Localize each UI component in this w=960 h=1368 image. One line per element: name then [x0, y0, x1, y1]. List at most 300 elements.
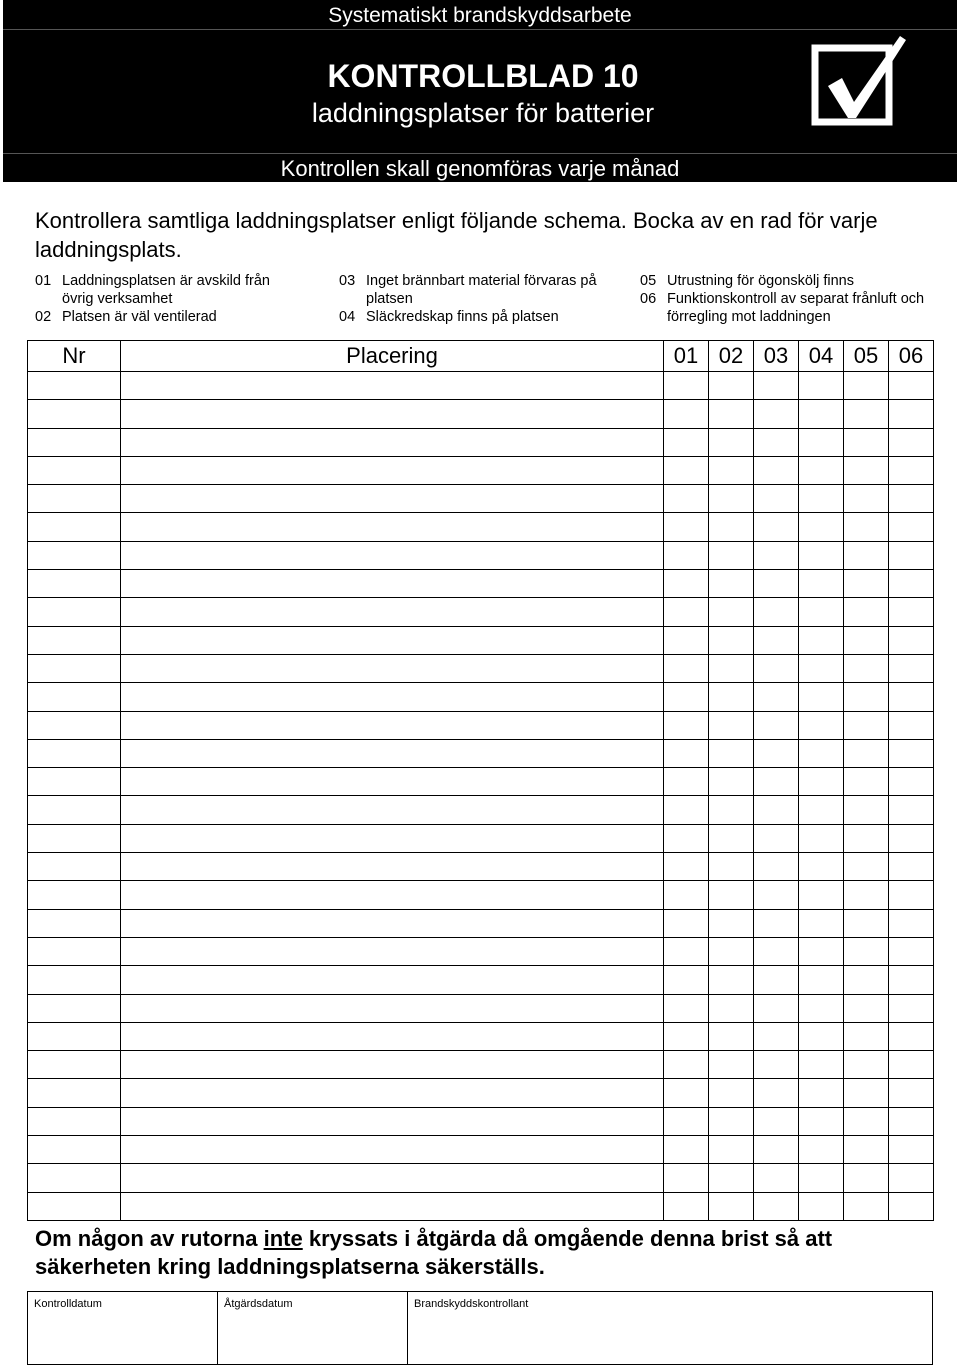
- check-cell-03[interactable]: [754, 485, 799, 513]
- check-cell-05[interactable]: [844, 541, 889, 569]
- check-cell-04[interactable]: [799, 1164, 844, 1192]
- nr-cell[interactable]: [28, 428, 121, 456]
- check-cell-05[interactable]: [844, 1192, 889, 1220]
- check-cell-04[interactable]: [799, 400, 844, 428]
- table-row: [28, 994, 934, 1022]
- check-cell-05[interactable]: [844, 1164, 889, 1192]
- check-cell-04[interactable]: [799, 796, 844, 824]
- table-row: [28, 654, 934, 682]
- placering-cell[interactable]: [121, 966, 664, 994]
- check-cell-01[interactable]: [664, 541, 709, 569]
- column-header-05: 05: [844, 341, 889, 372]
- header-divider: [3, 29, 957, 30]
- check-cell-04[interactable]: [799, 1192, 844, 1220]
- check-cell-01[interactable]: [664, 909, 709, 937]
- check-cell-06[interactable]: [889, 428, 934, 456]
- check-cell-04[interactable]: [799, 654, 844, 682]
- nr-cell[interactable]: [28, 739, 121, 767]
- check-cell-03[interactable]: [754, 1192, 799, 1220]
- nr-cell[interactable]: [28, 768, 121, 796]
- check-cell-04[interactable]: [799, 881, 844, 909]
- check-cell-02[interactable]: [709, 1051, 754, 1079]
- check-cell-02[interactable]: [709, 570, 754, 598]
- check-cell-04[interactable]: [799, 626, 844, 654]
- check-cell-04[interactable]: [799, 683, 844, 711]
- check-cell-06[interactable]: [889, 570, 934, 598]
- nr-cell[interactable]: [28, 1107, 121, 1135]
- placering-cell[interactable]: [121, 1107, 664, 1135]
- check-cell-05[interactable]: [844, 739, 889, 767]
- check-cell-04[interactable]: [799, 824, 844, 852]
- underlined-word: inte: [263, 1226, 303, 1251]
- check-cell-02[interactable]: [709, 598, 754, 626]
- check-cell-03[interactable]: [754, 768, 799, 796]
- check-cell-06[interactable]: [889, 1136, 934, 1164]
- criterion-item: 05 Utrustning för ögonskölj finns: [640, 273, 854, 289]
- check-cell-03[interactable]: [754, 1079, 799, 1107]
- nr-cell[interactable]: [28, 541, 121, 569]
- check-cell-01[interactable]: [664, 513, 709, 541]
- check-cell-03[interactable]: [754, 626, 799, 654]
- check-cell-06[interactable]: [889, 626, 934, 654]
- check-cell-03[interactable]: [754, 541, 799, 569]
- check-cell-06[interactable]: [889, 683, 934, 711]
- check-cell-03[interactable]: [754, 654, 799, 682]
- check-cell-03[interactable]: [754, 796, 799, 824]
- table-row: [28, 513, 934, 541]
- check-cell-03[interactable]: [754, 711, 799, 739]
- check-cell-02[interactable]: [709, 654, 754, 682]
- field-label: Åtgärdsdatum: [224, 1298, 293, 1310]
- table-row: [28, 400, 934, 428]
- nr-cell[interactable]: [28, 400, 121, 428]
- table-row: [28, 541, 934, 569]
- check-cell-01[interactable]: [664, 654, 709, 682]
- check-cell-02[interactable]: [709, 485, 754, 513]
- check-cell-05[interactable]: [844, 626, 889, 654]
- table-row: [28, 485, 934, 513]
- check-cell-01[interactable]: [664, 796, 709, 824]
- check-cell-04[interactable]: [799, 598, 844, 626]
- check-cell-05[interactable]: [844, 909, 889, 937]
- check-cell-02[interactable]: [709, 626, 754, 654]
- table-row: [28, 824, 934, 852]
- placering-cell[interactable]: [121, 570, 664, 598]
- column-header-03: 03: [754, 341, 799, 372]
- check-cell-03[interactable]: [754, 937, 799, 965]
- placering-cell[interactable]: [121, 456, 664, 484]
- check-cell-05[interactable]: [844, 853, 889, 881]
- check-cell-01[interactable]: [664, 485, 709, 513]
- check-cell-06[interactable]: [889, 1022, 934, 1050]
- check-cell-01[interactable]: [664, 881, 709, 909]
- check-cell-02[interactable]: [709, 994, 754, 1022]
- check-cell-02[interactable]: [709, 372, 754, 400]
- check-cell-06[interactable]: [889, 1164, 934, 1192]
- criterion-item: 03 Inget brännbart material förvaras på platsen: [339, 273, 597, 307]
- placering-cell[interactable]: [121, 994, 664, 1022]
- criteria-column-1: [35, 272, 305, 326]
- check-cell-03[interactable]: [754, 513, 799, 541]
- table-row: [28, 1022, 934, 1050]
- placering-cell[interactable]: [121, 768, 664, 796]
- check-cell-06[interactable]: [889, 1107, 934, 1135]
- table-row: [28, 1079, 934, 1107]
- check-cell-04[interactable]: [799, 768, 844, 796]
- table-row: [28, 881, 934, 909]
- check-cell-05[interactable]: [844, 881, 889, 909]
- criterion-item: 06 Funktionskontroll av separat frånluft och förregling mot laddningen: [640, 291, 925, 325]
- check-cell-03[interactable]: [754, 683, 799, 711]
- check-cell-02[interactable]: [709, 683, 754, 711]
- criterion-item: 01 Laddningsplatsen är avskild från övrig verksamhet: [35, 273, 270, 307]
- check-cell-04[interactable]: [799, 966, 844, 994]
- check-cell-03[interactable]: [754, 994, 799, 1022]
- table-row: [28, 598, 934, 626]
- placering-cell[interactable]: [121, 428, 664, 456]
- nr-cell[interactable]: [28, 485, 121, 513]
- check-cell-06[interactable]: [889, 1192, 934, 1220]
- check-cell-01[interactable]: [664, 711, 709, 739]
- check-cell-04[interactable]: [799, 485, 844, 513]
- check-cell-03[interactable]: [754, 598, 799, 626]
- check-cell-02[interactable]: [709, 1136, 754, 1164]
- brandskyddskontrollant-field[interactable]: [408, 1292, 933, 1365]
- table-row: [28, 1051, 934, 1079]
- check-cell-06[interactable]: [889, 768, 934, 796]
- nr-cell[interactable]: [28, 598, 121, 626]
- frequency-note: Kontrollen skall genomföras varje månad: [280, 156, 680, 181]
- check-cell-04[interactable]: [799, 853, 844, 881]
- check-cell-06[interactable]: [889, 881, 934, 909]
- placering-cell[interactable]: [121, 824, 664, 852]
- placering-cell[interactable]: [121, 796, 664, 824]
- atgardsdatum-field[interactable]: [218, 1292, 408, 1365]
- check-cell-01[interactable]: [664, 994, 709, 1022]
- placering-cell[interactable]: [121, 937, 664, 965]
- nr-cell[interactable]: [28, 909, 121, 937]
- check-cell-06[interactable]: [889, 739, 934, 767]
- check-cell-02[interactable]: [709, 881, 754, 909]
- nr-cell[interactable]: [28, 1079, 121, 1107]
- check-cell-05[interactable]: [844, 994, 889, 1022]
- placering-cell[interactable]: [121, 513, 664, 541]
- placering-cell[interactable]: [121, 400, 664, 428]
- check-cell-05[interactable]: [844, 598, 889, 626]
- check-cell-06[interactable]: [889, 541, 934, 569]
- check-cell-01[interactable]: [664, 428, 709, 456]
- table-row: [28, 937, 934, 965]
- nr-cell[interactable]: [28, 683, 121, 711]
- nr-cell[interactable]: [28, 824, 121, 852]
- column-header-06: 06: [889, 341, 934, 372]
- check-cell-04[interactable]: [799, 428, 844, 456]
- nr-cell[interactable]: [28, 513, 121, 541]
- check-cell-03[interactable]: [754, 824, 799, 852]
- check-cell-05[interactable]: [844, 1051, 889, 1079]
- check-cell-03[interactable]: [754, 909, 799, 937]
- check-cell-06[interactable]: [889, 598, 934, 626]
- check-cell-01[interactable]: [664, 1051, 709, 1079]
- nr-cell[interactable]: [28, 1136, 121, 1164]
- nr-cell[interactable]: [28, 881, 121, 909]
- field-label: Kontrolldatum: [34, 1298, 102, 1310]
- check-cell-04[interactable]: [799, 711, 844, 739]
- column-header-01: 01: [664, 341, 709, 372]
- check-cell-02[interactable]: [709, 853, 754, 881]
- check-cell-03[interactable]: [754, 456, 799, 484]
- page-title: KONTROLLBLAD 10: [327, 58, 639, 94]
- check-cell-02[interactable]: [709, 937, 754, 965]
- table-row: [28, 1192, 934, 1220]
- check-cell-04[interactable]: [799, 372, 844, 400]
- nr-cell[interactable]: [28, 1192, 121, 1220]
- header-banner: [3, 0, 957, 182]
- check-cell-02[interactable]: [709, 739, 754, 767]
- check-cell-02[interactable]: [709, 1164, 754, 1192]
- column-header-nr: Nr: [28, 341, 121, 372]
- placering-cell[interactable]: [121, 485, 664, 513]
- nr-cell[interactable]: [28, 1051, 121, 1079]
- nr-cell[interactable]: [28, 937, 121, 965]
- check-cell-06[interactable]: [889, 994, 934, 1022]
- check-cell-01[interactable]: [664, 683, 709, 711]
- check-cell-06[interactable]: [889, 711, 934, 739]
- check-cell-01[interactable]: [664, 768, 709, 796]
- check-cell-02[interactable]: [709, 1079, 754, 1107]
- check-cell-01[interactable]: [664, 1164, 709, 1192]
- table-row: [28, 428, 934, 456]
- check-cell-04[interactable]: [799, 541, 844, 569]
- check-cell-04[interactable]: [799, 937, 844, 965]
- check-cell-05[interactable]: [844, 937, 889, 965]
- nr-cell[interactable]: [28, 654, 121, 682]
- table-row: [28, 1107, 934, 1135]
- placering-cell[interactable]: [121, 654, 664, 682]
- check-cell-06[interactable]: [889, 1079, 934, 1107]
- check-cell-05[interactable]: [844, 966, 889, 994]
- check-cell-01[interactable]: [664, 739, 709, 767]
- check-cell-02[interactable]: [709, 513, 754, 541]
- table-row: [28, 570, 934, 598]
- check-cell-01[interactable]: [664, 598, 709, 626]
- nr-cell[interactable]: [28, 372, 121, 400]
- check-cell-05[interactable]: [844, 1136, 889, 1164]
- table-row: [28, 1164, 934, 1192]
- placering-cell[interactable]: [121, 909, 664, 937]
- check-cell-02[interactable]: [709, 428, 754, 456]
- check-cell-05[interactable]: [844, 1107, 889, 1135]
- check-cell-06[interactable]: [889, 937, 934, 965]
- placering-cell[interactable]: [121, 1079, 664, 1107]
- check-cell-03[interactable]: [754, 739, 799, 767]
- check-cell-06[interactable]: [889, 513, 934, 541]
- check-cell-04[interactable]: [799, 513, 844, 541]
- check-cell-04[interactable]: [799, 570, 844, 598]
- check-cell-01[interactable]: [664, 1192, 709, 1220]
- check-cell-01[interactable]: [664, 400, 709, 428]
- table-row: [28, 1136, 934, 1164]
- placering-cell[interactable]: [121, 711, 664, 739]
- check-cell-01[interactable]: [664, 1022, 709, 1050]
- check-cell-06[interactable]: [889, 1051, 934, 1079]
- check-cell-03[interactable]: [754, 372, 799, 400]
- check-cell-02[interactable]: [709, 768, 754, 796]
- check-cell-02[interactable]: [709, 1192, 754, 1220]
- check-cell-05[interactable]: [844, 456, 889, 484]
- nr-cell[interactable]: [28, 1022, 121, 1050]
- check-cell-04[interactable]: [799, 1107, 844, 1135]
- check-cell-06[interactable]: [889, 456, 934, 484]
- check-cell-03[interactable]: [754, 570, 799, 598]
- check-cell-05[interactable]: [844, 1022, 889, 1050]
- criteria-column-2: [339, 272, 624, 326]
- table-row: [28, 626, 934, 654]
- table-row: [28, 909, 934, 937]
- nr-cell[interactable]: [28, 711, 121, 739]
- placering-cell[interactable]: [121, 541, 664, 569]
- warning-text: Om någon av rutorna inte kryssats i åtgärda då omgående denna brist så att säkerheten kring laddningsplatserna säkerställs.: [35, 1226, 833, 1279]
- header-divider: [3, 153, 957, 154]
- check-cell-01[interactable]: [664, 824, 709, 852]
- instructions: Kontrollera samtliga laddningsplatser enligt följande schema. Bocka av en rad för varje laddningsplats.: [35, 208, 878, 262]
- placering-cell[interactable]: [121, 626, 664, 654]
- check-cell-06[interactable]: [889, 400, 934, 428]
- check-cell-06[interactable]: [889, 796, 934, 824]
- check-cell-06[interactable]: [889, 824, 934, 852]
- check-cell-02[interactable]: [709, 456, 754, 484]
- nr-cell[interactable]: [28, 796, 121, 824]
- table-row: [28, 711, 934, 739]
- check-cell-03[interactable]: [754, 428, 799, 456]
- check-cell-01[interactable]: [664, 626, 709, 654]
- criteria-column-3: [640, 272, 930, 326]
- check-cell-04[interactable]: [799, 1051, 844, 1079]
- check-cell-05[interactable]: [844, 824, 889, 852]
- check-cell-01[interactable]: [664, 853, 709, 881]
- placering-cell[interactable]: [121, 853, 664, 881]
- placering-cell[interactable]: [121, 739, 664, 767]
- check-cell-06[interactable]: [889, 485, 934, 513]
- placering-cell[interactable]: [121, 1022, 664, 1050]
- check-cell-02[interactable]: [709, 1107, 754, 1135]
- check-cell-04[interactable]: [799, 994, 844, 1022]
- check-cell-04[interactable]: [799, 909, 844, 937]
- check-cell-03[interactable]: [754, 1051, 799, 1079]
- check-cell-04[interactable]: [799, 1136, 844, 1164]
- check-cell-05[interactable]: [844, 1079, 889, 1107]
- nr-cell[interactable]: [28, 570, 121, 598]
- check-cell-01[interactable]: [664, 1107, 709, 1135]
- kontrolldatum-field[interactable]: [28, 1292, 218, 1365]
- nr-cell[interactable]: [28, 994, 121, 1022]
- table-header-row: [28, 341, 934, 372]
- check-cell-04[interactable]: [799, 1079, 844, 1107]
- check-cell-05[interactable]: [844, 654, 889, 682]
- column-header-04: 04: [799, 341, 844, 372]
- check-cell-02[interactable]: [709, 541, 754, 569]
- nr-cell[interactable]: [28, 1164, 121, 1192]
- column-header-02: 02: [709, 341, 754, 372]
- signature-table: [27, 1291, 933, 1365]
- check-cell-05[interactable]: [844, 768, 889, 796]
- check-cell-03[interactable]: [754, 881, 799, 909]
- nr-cell[interactable]: [28, 853, 121, 881]
- check-cell-05[interactable]: [844, 796, 889, 824]
- table-row: [28, 456, 934, 484]
- check-cell-06[interactable]: [889, 966, 934, 994]
- check-cell-03[interactable]: [754, 1164, 799, 1192]
- check-cell-02[interactable]: [709, 711, 754, 739]
- check-cell-05[interactable]: [844, 683, 889, 711]
- check-cell-06[interactable]: [889, 853, 934, 881]
- check-cell-02[interactable]: [709, 796, 754, 824]
- check-cell-05[interactable]: [844, 570, 889, 598]
- check-cell-01[interactable]: [664, 966, 709, 994]
- check-cell-03[interactable]: [754, 966, 799, 994]
- check-cell-02[interactable]: [709, 400, 754, 428]
- check-cell-05[interactable]: [844, 711, 889, 739]
- check-cell-01[interactable]: [664, 372, 709, 400]
- check-cell-02[interactable]: [709, 909, 754, 937]
- table-row: [28, 372, 934, 400]
- table-row: [28, 768, 934, 796]
- check-cell-04[interactable]: [799, 456, 844, 484]
- check-cell-05[interactable]: [844, 372, 889, 400]
- check-cell-03[interactable]: [754, 1022, 799, 1050]
- page-subtitle: laddningsplatser för batterier: [311, 98, 655, 128]
- check-cell-06[interactable]: [889, 654, 934, 682]
- check-cell-04[interactable]: [799, 1022, 844, 1050]
- placering-cell[interactable]: [121, 598, 664, 626]
- column-header-placering: Placering: [121, 341, 664, 372]
- check-cell-03[interactable]: [754, 1136, 799, 1164]
- check-cell-01[interactable]: [664, 1136, 709, 1164]
- check-cell-01[interactable]: [664, 1079, 709, 1107]
- check-cell-06[interactable]: [889, 909, 934, 937]
- check-cell-02[interactable]: [709, 824, 754, 852]
- placering-cell[interactable]: [121, 683, 664, 711]
- check-cell-03[interactable]: [754, 853, 799, 881]
- nr-cell[interactable]: [28, 626, 121, 654]
- placering-cell[interactable]: [121, 881, 664, 909]
- check-cell-04[interactable]: [799, 739, 844, 767]
- check-cell-06[interactable]: [889, 372, 934, 400]
- placering-cell[interactable]: [121, 1192, 664, 1220]
- table-row: [28, 796, 934, 824]
- check-cell-05[interactable]: [844, 513, 889, 541]
- placering-cell[interactable]: [121, 1164, 664, 1192]
- nr-cell[interactable]: [28, 966, 121, 994]
- check-cell-05[interactable]: [844, 400, 889, 428]
- placering-cell[interactable]: [121, 1136, 664, 1164]
- check-cell-02[interactable]: [709, 966, 754, 994]
- check-cell-05[interactable]: [844, 428, 889, 456]
- placering-cell[interactable]: [121, 1051, 664, 1079]
- check-cell-05[interactable]: [844, 485, 889, 513]
- check-cell-01[interactable]: [664, 570, 709, 598]
- checkbox-checked-icon: [808, 32, 908, 128]
- check-cell-01[interactable]: [664, 456, 709, 484]
- nr-cell[interactable]: [28, 456, 121, 484]
- placering-cell[interactable]: [121, 372, 664, 400]
- table-row: [28, 739, 934, 767]
- inspection-table: [27, 340, 934, 1221]
- check-cell-01[interactable]: [664, 937, 709, 965]
- check-cell-03[interactable]: [754, 1107, 799, 1135]
- check-cell-02[interactable]: [709, 1022, 754, 1050]
- check-cell-03[interactable]: [754, 400, 799, 428]
